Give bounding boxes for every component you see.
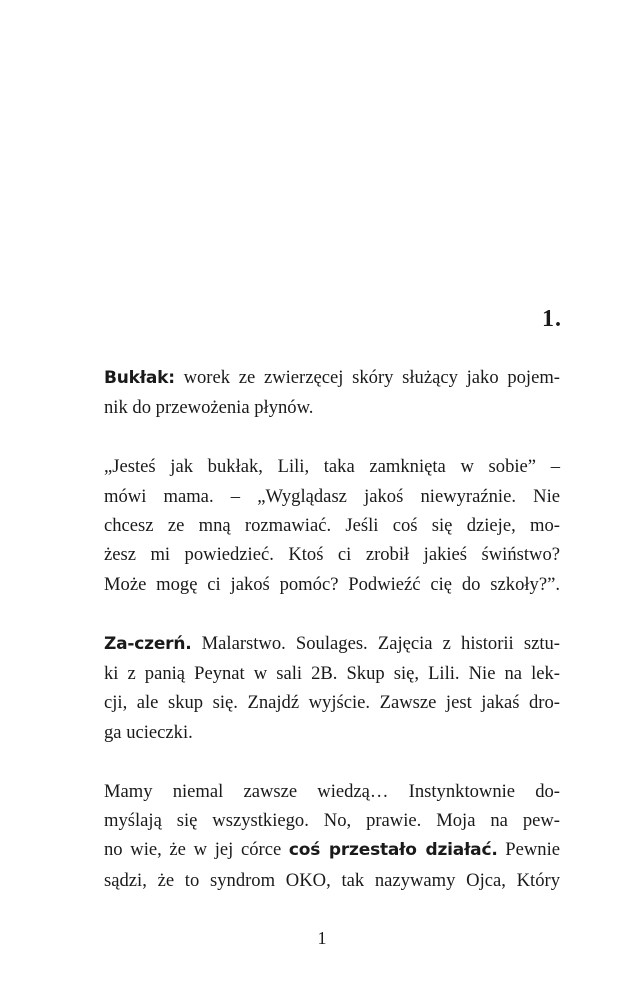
line-text: no wie, że w jej córce bbox=[104, 839, 289, 861]
text-line bbox=[104, 629, 560, 659]
paragraph-4 bbox=[104, 777, 560, 896]
text-line bbox=[104, 363, 560, 393]
line-text: Pewnie bbox=[497, 839, 561, 861]
text-line: chcesz ze mną rozmawiać. Jeśli coś się dzieje, mo- bbox=[104, 515, 560, 537]
emphasis-marker: coś przestało działać. bbox=[288, 840, 498, 861]
text-line: nik do przewożenia płynów. bbox=[104, 397, 314, 419]
chapter-number: 1. bbox=[542, 306, 562, 332]
text-line: mówi mama. – „Wyglądasz jakoś niewyraźnie. Nie bbox=[104, 485, 560, 507]
paragraph-2 bbox=[104, 452, 560, 599]
text-line: Mamy niemal zawsze wiedzą… Instynktownie do- bbox=[104, 780, 560, 802]
term-marker: Za-czerń. bbox=[104, 633, 192, 654]
page-number: 1 bbox=[317, 928, 327, 948]
text-line bbox=[104, 835, 560, 865]
body-text bbox=[104, 363, 560, 925]
text-line: cji, ale skup się. Znajdź wyjście. Zawsze jest jakaś dro- bbox=[104, 692, 560, 714]
text-line: żesz mi powiedzieć. Ktoś ci zrobił jakieś świństwo? bbox=[104, 544, 560, 566]
term-marker: Bukłak: bbox=[104, 368, 175, 388]
text-line: „Jesteś jak bukłak, Lili, taka zamknięta w sobie” – bbox=[104, 456, 560, 478]
paragraph-3 bbox=[104, 629, 560, 748]
text-line: ga ucieczki. bbox=[104, 721, 193, 743]
text-line: Może mogę ci jakoś pomóc? Podwieźć cię do szkoły?”. bbox=[104, 573, 560, 595]
text-line: sądzi, że to syndrom OKO, tak nazywamy Ojca, Który bbox=[104, 869, 560, 891]
text-line: ki z panią Peynat w sali 2B. Skup się, Lili. Nie na lek- bbox=[104, 663, 560, 685]
text-line: myślają się wszystkiego. No, prawie. Moja na pew- bbox=[104, 810, 560, 832]
line-text: worek ze zwierzęcej skóry służący jako pojem- bbox=[174, 367, 560, 388]
line-text: Malarstwo. Soulages. Zajęcia z historii sztu- bbox=[191, 632, 560, 654]
paragraph-1 bbox=[104, 363, 560, 423]
